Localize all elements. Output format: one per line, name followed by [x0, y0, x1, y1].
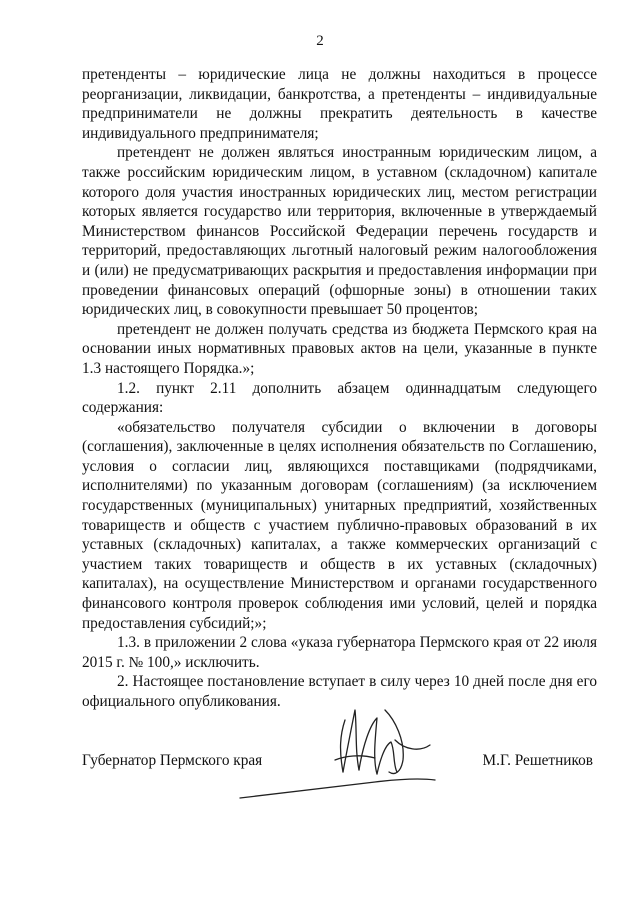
- signatory-name: М.Г. Решетников: [482, 752, 593, 769]
- page-number: 2: [316, 33, 324, 49]
- handwritten-signature-icon: [235, 690, 455, 810]
- paragraph-7: 2. Настоящее постановление вступает в силу через 10 дней после дня его официального опубликования.: [82, 673, 597, 710]
- paragraph-3: претендент не должен получать средства из бюджета Пермского края на основании иных нормативных правовых актов на цели, указанные в пункте 1.3 настоящего Порядка.»;: [82, 320, 597, 377]
- signatory-position: Губернатор Пермского края: [82, 752, 263, 769]
- document-body: [82, 65, 597, 712]
- paragraph-6: 1.3. в приложении 2 слова «указа губернатора Пермского края от 22 июля 2015 г. № 100,» исключить.: [82, 634, 597, 671]
- signature-block: [0, 690, 640, 820]
- paragraph-4: 1.2. пункт 2.11 дополнить абзацем одиннадцатым следующего содержания:: [82, 379, 597, 417]
- paragraph-5: «обязательство получателя субсидии о включении в договоры (соглашения), заключенные в целях исполнения обязательств по Соглашению, условия о согласии лиц, являющихся поставщиками (подрядчиками, исполнителями) по указанным договорам (соглашениям) (за исключением государственных (муниципальных) унитарных предприятий, хозяйственных товариществ и обществ с участием публично-правовых образований в их уставных (складочных) капиталах, а также коммерческих организаций с участием таких товариществ и обществ в их уставных (складочных) капиталах), на осуществление Министерством и органами государственного финансового контроля проверок соблюдения ими условий, целей и порядка предоставления субсидий;»;: [82, 418, 597, 632]
- paragraph-1: претенденты – юридические лица не должны находиться в процессе реорганизации, ликвидации, банкротства, а претенденты – индивидуальные предприниматели не должны прекратить деятельность в качестве индивидуального предпринимателя;: [82, 66, 597, 142]
- paragraph-2: претендент не должен являться иностранным юридическим лицом, а также российским юридическим лицом, в уставном (складочном) капитале которого доля участия иностранных юридических лиц, местом регистрации которых является государство или территория, включенные в утверждаемый Министерством финансов Российской Федерации перечень государств и территорий, предоставляющих льготный налоговый режим налогообложения и (или) не предусматривающих раскрытия и предоставления информации при проведении финансовых операций (офшорные зоны) в отношении таких юридических лиц, в совокупности превышает 50 процентов;: [82, 144, 597, 319]
